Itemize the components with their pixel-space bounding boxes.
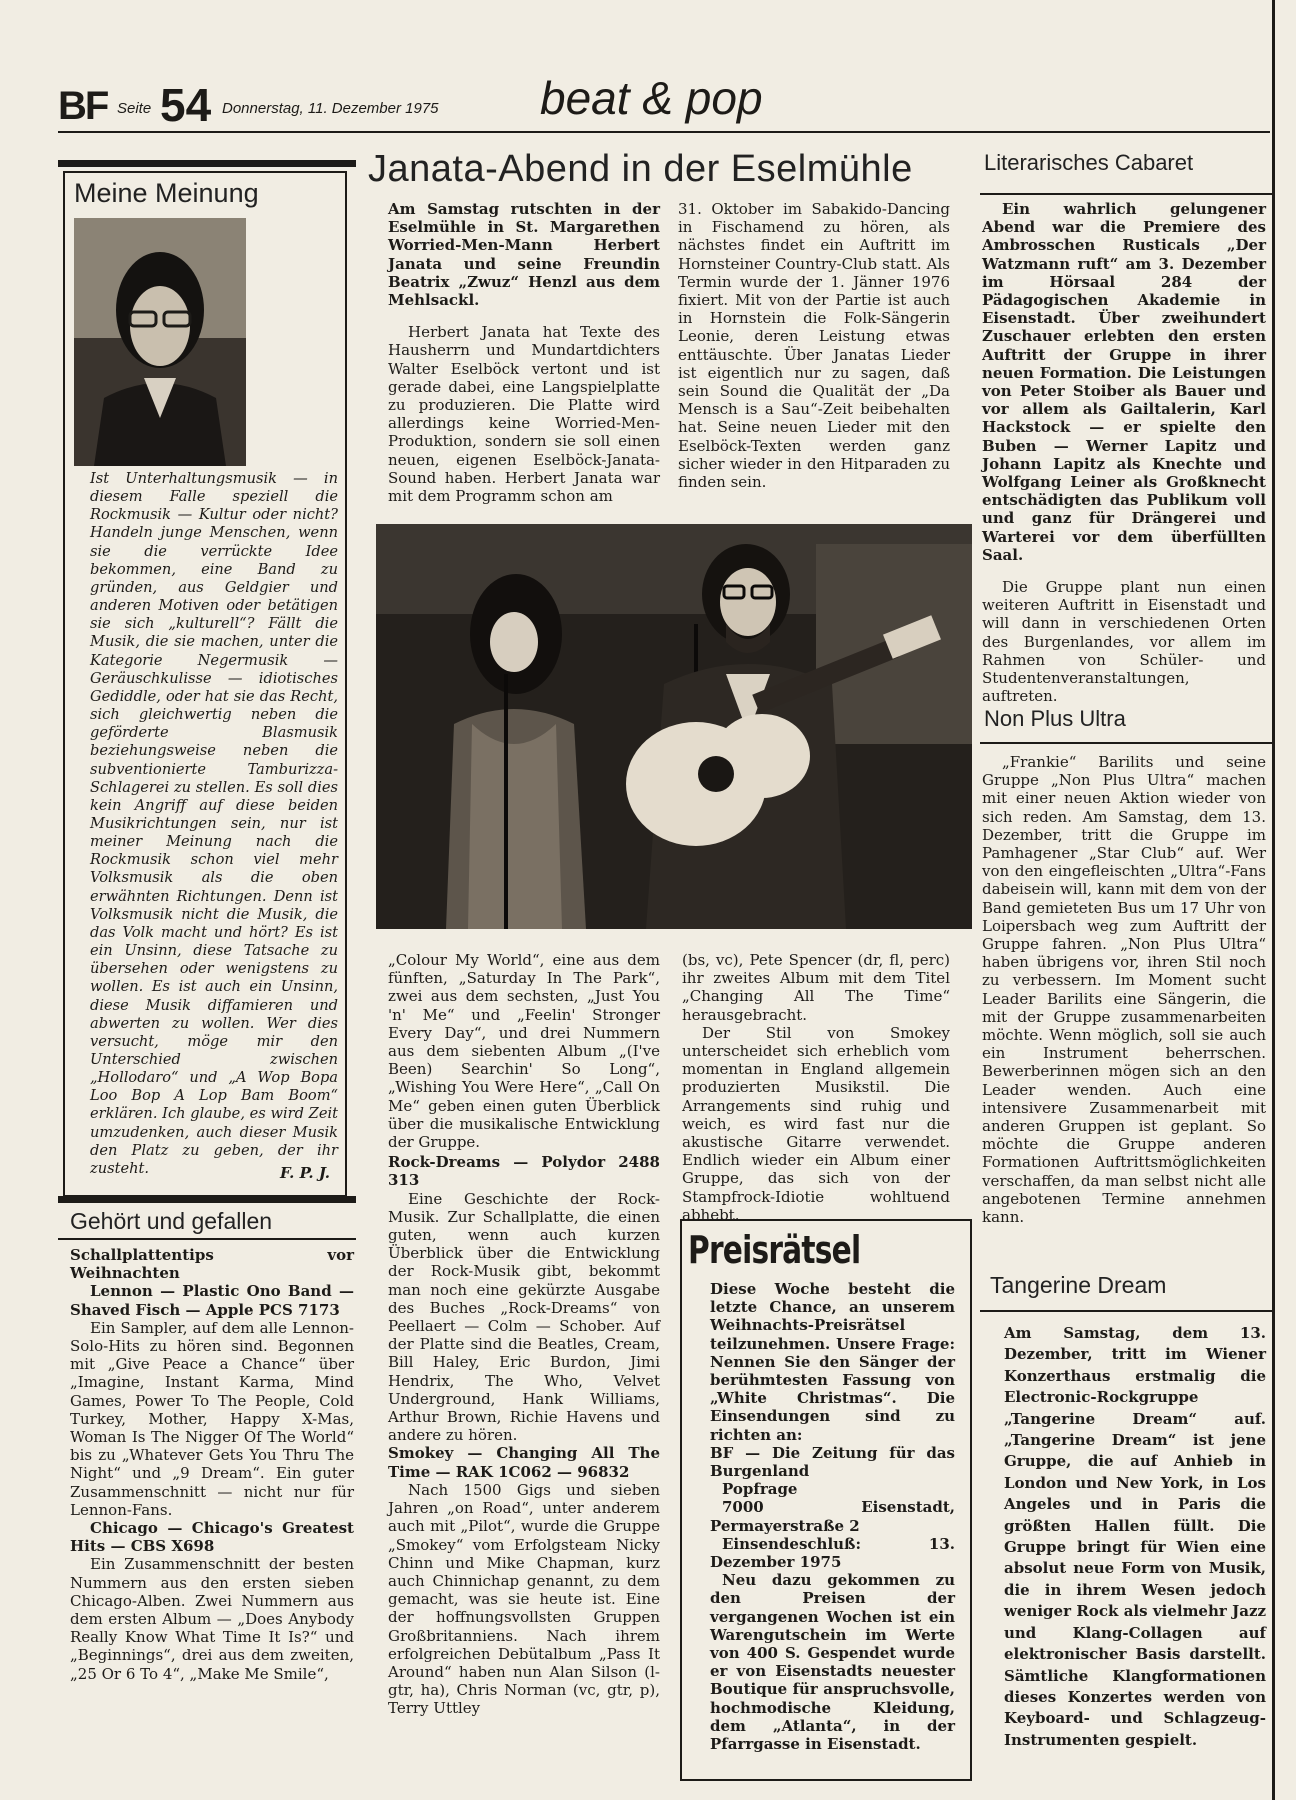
preis-text-2: Neu dazu gekommen zu den Preisen der vergangenen Wochen ist ein Warengutschein im Werte von 400 S. Gespendet wurde er von Eisenstadts neuester Boutique für anspruchsvolle, hochmodische Kleidung, dem „Atlanta“, in der Pfarrgasse in Eisenstadt. (710, 1571, 955, 1754)
performers-image (376, 524, 972, 929)
gehoert-col3 (682, 951, 950, 1224)
nonplus-text: „Frankie“ Barilits und seine Gruppe „Non Plus Ultra“ machen mit einer neuen Aktion wieder von sich reden. Am Samstag, dem 13. Dezember, tritt die Gruppe im Pamhagener „Star Club“ auf. Wer von den eingefleischten „Ultra“-Fans dabeisein will, kann mit dem von der Band gemieteten Bus um 17 Uhr von Loipersbach weg zum Auftritt der Gruppe fahren. „Non Plus Ultra“ haben übrigens vor, ihren Stil noch zu verbessern. Im Moment sucht Leader Barilits eine Sängerin, die mit der Gruppe zusammenarbeiten möchte. Wenn möglich, soll sie auch ein Instrument beherrschen. Bewerberinnen mögen sich an den Leader wenden. Auch eine intensivere Zusammenarbeit mit anderen Gruppen ist geplant. So möchte die Gruppe anderen Formationen Auftrittsmöglichkeiten verschaffen, da man selbst nicht alle angebotenen Termine annehmen kann. (982, 753, 1266, 1227)
cabaret-body (982, 200, 1266, 705)
tangerine-text: Am Samstag, dem 13. Dezember, tritt im Wiener Konzerthaus erstmalig die Electronic-Rockgruppe „Tangerine Dream“ auf. „Tangerine Dream“ ist jene Gruppe, die auf Anhieb in London und New York, in Los Angeles und in Paris die größten Hallen füllt. Die Gruppe bringt für Wien eine absolut neue Form von Musik, die in ihrem Wesen jedoch weniger Rock als vielmehr Jazz und Klang-Collagen auf elektronischer Basis darstellt. Sämtliche Klangformationen dieses Konzertes werden von Keyboard- und Schlagzeug-Instrumenten gespielt. (1004, 1324, 1266, 1749)
preis-deadline: Einsendeschluß: 13. Dezember 1975 (710, 1534, 955, 1572)
janata-text-1: Herbert Janata hat Texte des Hausherrn und Mundartdichters Walter Eselböck vertont und ist gerade dabei, eine Langspielplatte zu produzieren. Die Platte wird allerdings keine Worried-Men-Produktion, sondern sie soll einen neuen, eigenen Eselböck-Janata-Sound haben. Herbert Janata war mit dem Programm schon am (388, 323, 660, 506)
gehoert-col2 (388, 951, 660, 1718)
rock-dreams-heading: Rock-Dreams — Polydor 2488 313 (388, 1153, 660, 1190)
janata-text-2: 31. Oktober im Sabakido-Dancing in Fischamend zu hören, als nächstes findet ein Auftritt im Hornsteiner Country-Club statt. Als Termin wurde der 1. Jänner 1976 fixiert. Mit von der Partie ist auch in Hornstein die Folk-Sängerin Leonie, deren Leistung etwas enttäuschte. Über Janatas Lieder ist eigentlich nur zu sagen, daß sein Sound die Qualität der „Da Mensch is a Sau“-Zeit beibehalten hat. Seine neuen Lieder mit den Eselböck-Texten werden ganz sicher wieder in den Hitparaden zu finden sein. (678, 200, 950, 492)
janata-photo (376, 524, 972, 929)
tangerine-title: Tangerine Dream (990, 1272, 1167, 1298)
chicago-text-cont: „Colour My World“, eine aus dem fünften, „Saturday In The Park“, zwei aus dem sechsten, „Just You 'n' Me“ und „Feelin' Stronger Every Day“, und drei Nummern aus dem siebenten Album „(I've Been) Searchin' So Long“, „Wishing You Were Here“, „Call On Me“ geben einen guten Überblick über die musikalische Entwicklung der Gruppe. (388, 951, 660, 1152)
janata-col-left (388, 200, 660, 505)
smokey-text: Nach 1500 Gigs und sieben Jahren „on Road“, unter anderem auch mit „Pilot“, wurde die Gruppe „Smokey“ vom Erfolgsteam Nicky Chinn und Mike Chapman, kurz auch Chinnichap genannt, zu dem gemacht, was sie heute ist. Eine der hoffnungsvollsten Gruppen Großbritanniens. Nach ihrem erfolgreichen Debütalbum „Pass It Around“ haben nun Alan Silson (l-gtr, ha), Chris Norman (vc, gtr, p), Terry Uttley (388, 1480, 660, 1718)
meinung-bottom-bar (58, 1196, 356, 1203)
cabaret-rule (980, 193, 1272, 195)
nonplus-body (982, 753, 1266, 1226)
preis-address-3: 7000 Eisenstadt, Permayerstraße 2 (710, 1498, 955, 1535)
masthead-logo: BF (58, 84, 108, 128)
meinung-text: Ist Unterhaltungsmusik — in diesem Falle speziell die Rockmusik — Kultur oder nicht? Handeln junge Menschen, wenn sie die verrückte Idee bekommen, eine Band zu gründen, aus Geldgier und anderen Motiven oder betätigen sie sich „kulturell“? Fällt die Musik, die sie machen, unter die Kategorie Negermusik — Geräuschkulisse — idiotisches Gediddle, oder hat sie das Recht, sich gleichwertig neben die geförderte Blasmusik beziehungsweise neben die subventionierte Tamburizza-Schlagerei zu stellen. Es soll dies kein Angriff auf diese beiden Musikrichtungen sein, nur ist meiner Meinung nach die Rockmusik schon viel mehr Volksmusik als die oben erwähnten Richtungen. Denn ist Volksmusik nicht die Musik, die das Volk macht und hört? Es ist ein Unsinn, diese Tatsache zu übersehen oder wenigstens zu wollen. Es ist auch ein Unsinn, diese Musik diffamieren und abwerten zu wollen. Wer dies versucht, möge mir den Unterschied zwischen „Hollodaro“ und „A Wop Bopa Loo Bop A Lop Bam Boom“ erklären. Ich glaube, es wird Zeit umzudenken, auch dieser Musik den Platz zu geben, der ihr zusteht. (90, 470, 338, 1177)
gehoert-title: Gehört und gefallen (70, 1208, 273, 1234)
tangerine-body (1004, 1323, 1266, 1751)
rock-dreams-text: Eine Geschichte der Rock-Musik. Zur Schallplatte, die einen guten, wenn auch kurzen Überblick über die Entwicklung der Rock-Musik gibt, bekommt man noch eine gekürzte Ausgabe des Buches „Rock-Dreams“ von Peellaert — Colm — Schober. Auf der Platte sind die Beatles, Cream, Bill Haley, Eric Burdon, Jimi Hendrix, The Who, Velvet Underground, Hank Williams, Arthur Brown, Richie Havens und andere zu hören. (388, 1189, 660, 1445)
masthead-rule (58, 131, 1270, 133)
author-portrait (74, 218, 246, 466)
masthead-section: beat & pop (540, 72, 763, 124)
smokey-text-2: Der Stil von Smokey unterscheidet sich erheblich vom momentan in England allgemein produzierten Musikstil. Die Arrangements sind ruhig und weich, es wird fast nur die akustische Gitarre verwendet. Endlich wieder ein Album einer Gruppe, das sich von der Stampfrock-Idiotie wohltuend abhebt. (682, 1023, 950, 1224)
preis-title: Preisrätsel (688, 1228, 861, 1272)
nonplus-rule (980, 742, 1272, 744)
meinung-title: Meine Meinung (74, 178, 259, 208)
chicago-text: Ein Zusammenschnitt der besten Nummern aus den ersten sieben Chicago-Alben. Zwei Nummern aus dem ersten Album — „Does Anybody Really Know What Time It Is?“ und „Beginnings“, drei aus dem zweiten, „25 Or 6 To 4“, „Make Me Smile“, (70, 1555, 354, 1683)
cabaret-text-1: Ein wahrlich gelungener Abend war die Premiere des Ambrosschen Rusticals „Der Watzmann ruft“ am 3. Dezember im Hörsaal 284 der Pädagogischen Akademie in Eisenstadt. Über zweihundert Zuschauer erlebten den ersten Auftritt der Gruppe in ihrer neuen Formation. Die Leistungen von Peter Stoiber als Bauer und vor allem als Gailtalerin, Karl Hackstock — er spielte den Buben — Werner Lapitz und Johann Lapitz als Knechte und Wolfgang Leiner als Großknecht entschädigten das Publikum voll und ganz für Drängerei und Warterei vor dem überfüllten Saal. (982, 200, 1266, 564)
masthead-date: Donnerstag, 11. Dezember 1975 (222, 100, 439, 117)
masthead-page-number: 54 (160, 79, 212, 131)
nonplus-title: Non Plus Ultra (984, 706, 1126, 731)
preis-address-2: Popfrage (722, 1480, 798, 1499)
page-edge-rule (1272, 0, 1275, 1800)
portrait-image (74, 218, 246, 466)
meinung-top-bar (58, 160, 356, 167)
cabaret-text-2: Die Gruppe plant nun einen weiteren Auftritt in Eisenstadt und will dann in verschiedenen Orten des Burgenlandes, vor allem im Rahmen von Schüler- und Studentenveranstaltungen, auftreten. (982, 578, 1266, 706)
janata-lead: Am Samstag rutschten in der Eselmühle in St. Margarethen Worried-Men-Mann Herbert Janata und seine Freundin Beatrix „Zwuz“ Henzl aus dem Mehlsackl. (388, 200, 660, 310)
preis-address-1: BF — Die Zeitung für das Burgenland (710, 1443, 955, 1481)
cabaret-title: Literarisches Cabaret (984, 150, 1194, 175)
lennon-heading: Lennon — Plastic Ono Band — Shaved Fisch — Apple PCS 7173 (70, 1282, 354, 1319)
smokey-text-cont: (bs, vc), Pete Spencer (dr, fl, perc) ihr zweites Album mit dem Titel „Changing All The Time“ herausgebracht. (682, 951, 950, 1024)
meinung-signature: F. P. J. (280, 1164, 330, 1182)
gehoert-rule (58, 1238, 356, 1240)
preis-text-1: Diese Woche besteht die letzte Chance, an unserem Weihnachts-Preisrätsel teilzunehmen. Unsere Frage: Nennen Sie den Sänger der berühmtesten Fassung von „White Christmas“. Die Einsendungen sind zu richten an: (710, 1280, 955, 1444)
janata-col-right (678, 200, 950, 491)
gehoert-subtitle: Schallplattentips vor Weihnachten (70, 1246, 354, 1283)
gehoert-col1 (70, 1246, 354, 1683)
lennon-text: Ein Sampler, auf dem alle Lennon-Solo-Hits zu hören sind. Begonnen mit „Give Peace a Chance“ über „Imagine, Instant Karma, Mind Games, Power To The People, Cold Turkey, Mother, Happy X-Mas, Woman Is The Nigger Of The World“ bis zu „Whatever Gets You Thru The Night“ und „9 Dream“. Ein guter Zusammenschnitt — nicht nur für Lennon-Fans. (70, 1318, 354, 1519)
smokey-heading: Smokey — Changing All The Time — RAK 1C062 — 96832 (388, 1444, 660, 1481)
masthead-seite-label: Seite (117, 100, 152, 117)
chicago-heading: Chicago — Chicago's Greatest Hits — CBS X698 (70, 1519, 354, 1556)
tangerine-rule (980, 1310, 1272, 1312)
janata-title: Janata-Abend in der Eselmühle (368, 148, 913, 190)
preis-body (710, 1280, 955, 1753)
